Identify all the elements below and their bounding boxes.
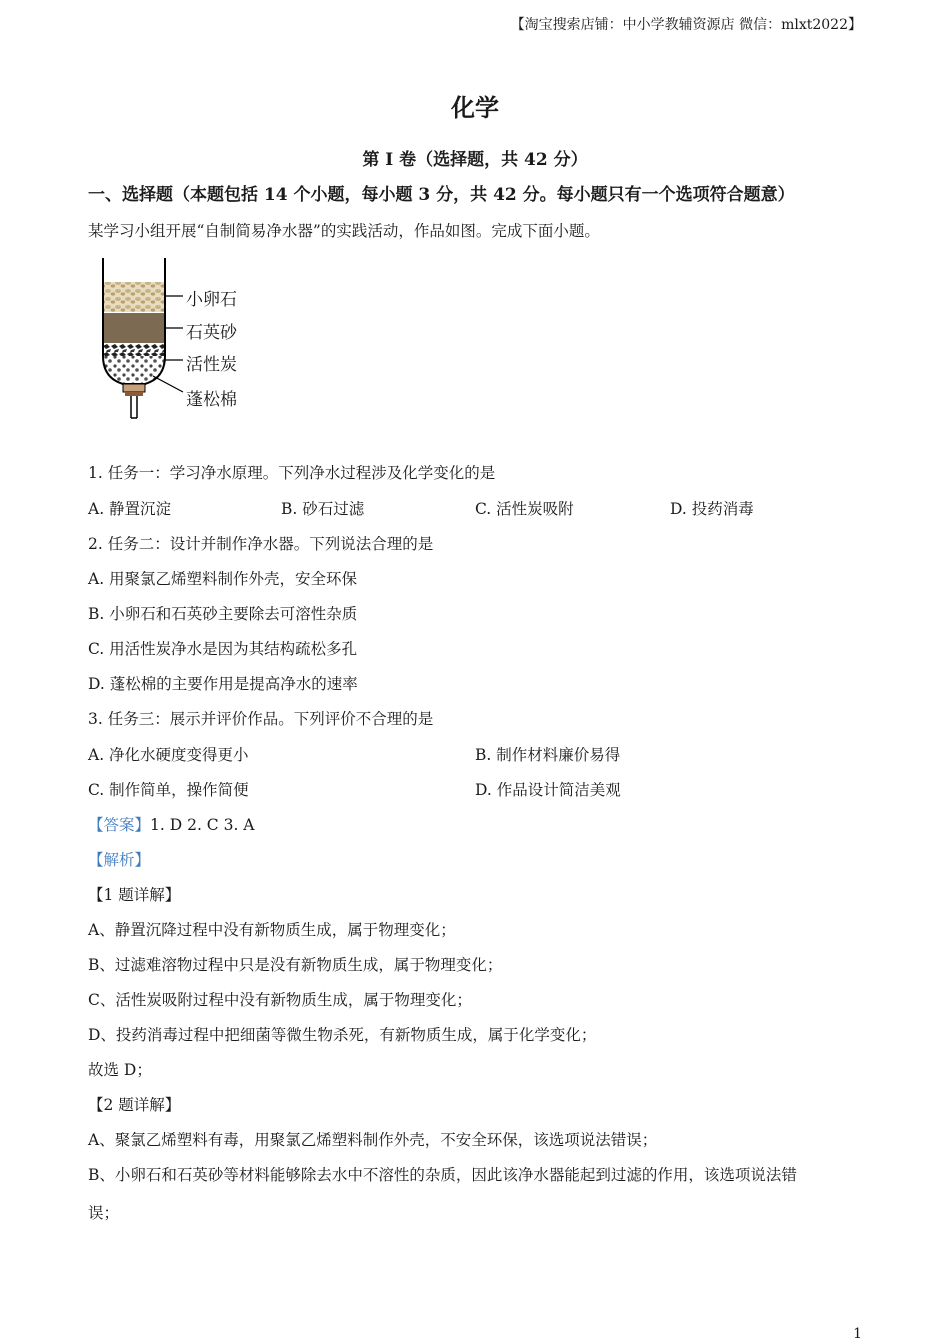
q2-option-a: A. 用聚氯乙烯塑料制作外壳，安全环保	[88, 570, 358, 588]
label-quartz-sand: 石英砂	[186, 323, 237, 343]
detail2-line: A、聚氯乙烯塑料有毒，用聚氯乙烯塑料制作外壳，不安全环保，该选项说法错误；	[88, 1131, 658, 1149]
intro-text: 某学习小组开展“自制简易净水器”的实践活动，作品如图。完成下面小题。	[88, 222, 600, 240]
q1-option-d: D. 投药消毒	[670, 500, 754, 518]
detail1-line: C、活性炭吸附过程中没有新物质生成，属于物理变化；	[88, 991, 472, 1009]
detail1-line: 故选 D；	[88, 1061, 152, 1079]
label-pebbles: 小卵石	[186, 290, 237, 310]
volume-subtitle: 第 I 卷（选择题，共 42 分）	[362, 150, 588, 170]
q1-option-c: C. 活性炭吸附	[475, 500, 574, 518]
label-cotton: 蓬松棉	[186, 390, 237, 410]
q2-option-c: C. 用活性炭净水是因为其结构疏松多孔	[88, 640, 358, 658]
q3-option-d: D. 作品设计简洁美观	[475, 781, 621, 799]
detail1-label: 【1 题详解】	[88, 886, 181, 904]
water-purifier-figure	[95, 256, 265, 426]
q3-option-a: A. 净化水硬度变得更小	[88, 746, 249, 764]
q1-option-a: A. 静置沉淀	[88, 500, 172, 518]
q3-stem: 3. 任务三：展示并评价作品。下列评价不合理的是	[88, 710, 434, 728]
detail2-line: 误；	[88, 1204, 120, 1222]
q3-option-c: C. 制作简单，操作简便	[88, 781, 249, 799]
q2-option-b: B. 小卵石和石英砂主要除去可溶性杂质	[88, 605, 358, 623]
answer-label: 【答案】	[88, 816, 151, 834]
q1-option-b: B. 砂石过滤	[281, 500, 365, 518]
detail2-line: B、小卵石和石英砂等材料能够除去水中不溶性的杂质，因此该净水器能起到过滤的作用，该选项说法错	[88, 1166, 797, 1184]
analysis-label: 【解析】	[88, 851, 151, 869]
detail1-line: A、静置沉降过程中没有新物质生成，属于物理变化；	[88, 921, 456, 939]
page-title: 化学	[451, 93, 499, 122]
detail2-label: 【2 题详解】	[88, 1096, 181, 1114]
label-activated-carbon: 活性炭	[186, 355, 237, 375]
page-number: 1	[853, 1326, 862, 1342]
detail1-line: B、过滤难溶物过程中只是没有新物质生成，属于物理变化；	[88, 956, 503, 974]
q3-option-b: B. 制作材料廉价易得	[475, 746, 621, 764]
section-heading: 一、选择题（本题包括 14 个小题，每小题 3 分，共 42 分。每小题只有一个选项符合题意）	[88, 185, 795, 205]
answer-line	[88, 813, 255, 835]
page-header: 【淘宝搜索店铺：中小学教辅资源店 微信：mlxt2022】	[510, 17, 862, 33]
detail1-line: D、投药消毒过程中把细菌等微生物杀死，有新物质生成，属于化学变化；	[88, 1026, 597, 1044]
q2-stem: 2. 任务二：设计并制作净水器。下列说法合理的是	[88, 535, 434, 553]
answer-text: 1. D 2. C 3. A	[150, 816, 255, 834]
q1-stem: 1. 任务一：学习净水原理。下列净水过程涉及化学变化的是	[88, 464, 496, 482]
q2-option-d: D. 蓬松棉的主要作用是提高净水的速率	[88, 675, 358, 693]
water-purifier-diagram	[95, 256, 265, 426]
